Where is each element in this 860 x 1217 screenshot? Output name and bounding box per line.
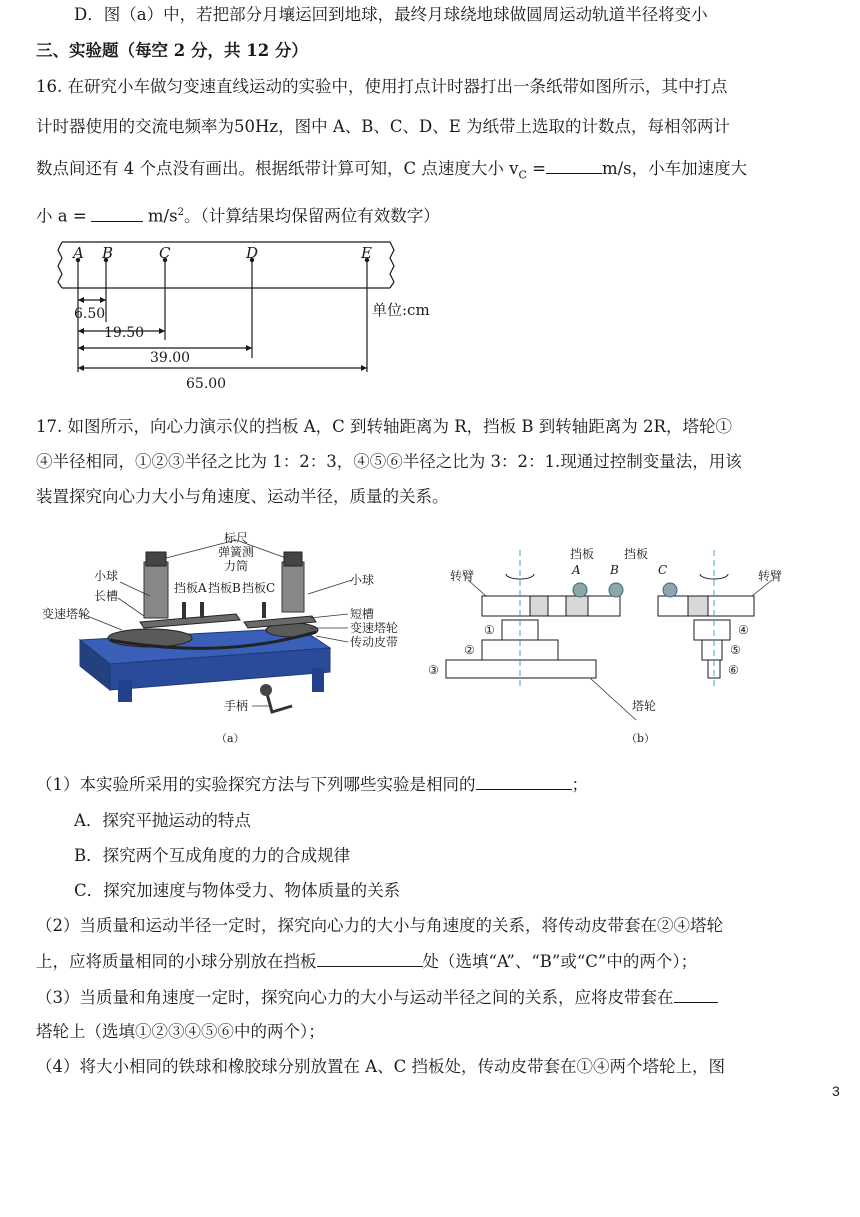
q16-line4-tail: 。（计算结果均保留两位有效数字） — [183, 206, 440, 226]
label-baffle-a: 挡板A — [174, 581, 207, 595]
label-right-arm: 转臂 — [758, 569, 783, 583]
dist-ac: 19.50 — [104, 325, 145, 341]
right-cap — [284, 552, 302, 566]
label-tower: 塔轮 — [632, 699, 657, 713]
part4-line1: （4）将大小相同的铁球和橡胶球分别放置在 A、C 挡板处，传动皮带套在①④两个塔轮上，图 — [36, 1057, 726, 1076]
caption-b: （b） — [626, 732, 656, 745]
label-spring-2: 力筒 — [224, 559, 249, 573]
crank-hub — [260, 684, 272, 696]
label-baffle-2: 挡板 — [624, 547, 649, 561]
label-ball-left: 小球 — [94, 569, 119, 583]
part3-line2: 塔轮上（选填①②③④⑤⑥中的两个）； — [36, 1022, 325, 1041]
tape-label-b: B — [102, 244, 114, 262]
tape-label-d: D — [246, 244, 259, 262]
q16-line4 — [36, 202, 440, 228]
label-short-slot: 短槽 — [350, 607, 375, 621]
caption-a: （a） — [216, 732, 245, 745]
label-belt: 传动皮带 — [350, 635, 399, 649]
part1-line — [36, 773, 588, 796]
q16-line2: 计时器使用的交流电频率为50Hz，图中 A、B、C、D、E 为纸带上选取的计数点，每相邻两计 — [36, 117, 731, 136]
option-c: C．探究加速度与物体受力、物体质量的关系 — [74, 881, 401, 900]
label-b: B — [610, 563, 619, 577]
label-ruler: 标尺 — [224, 531, 249, 545]
wheel-5 — [702, 640, 722, 660]
label-left-arm: 转臂 — [450, 569, 475, 583]
baffle-c-post — [262, 602, 266, 618]
answer-blank-a[interactable] — [91, 205, 143, 222]
apparatus-figure-a — [40, 530, 410, 748]
answer-blank-2[interactable] — [317, 950, 423, 967]
answer-blank-1[interactable] — [476, 773, 572, 790]
section-heading: 三、实验题（每空 2 分，共 12 分） — [36, 41, 308, 60]
label-wheel-1: ① — [484, 623, 495, 637]
q17-line2: ④半径相同，①②③半径之比为 1：2：3，④⑤⑥半径之比为 3：2：1.现通过控制变量法，用该 — [36, 452, 742, 471]
part2-tail: 处（选填“A”、“B”或“C”中的两个）； — [422, 952, 698, 971]
part3-text: （3）当质量和角速度一定时，探究向心力的大小与运动半径之间的关系，应将皮带套在 — [36, 988, 674, 1007]
label-baffle-1: 挡板 — [570, 547, 595, 561]
label-wheel-5: ⑤ — [730, 643, 741, 657]
table-leg-left — [118, 680, 132, 702]
part3-line1 — [36, 986, 718, 1009]
wheel-4 — [694, 620, 730, 640]
label-wheel-4: ④ — [738, 623, 749, 637]
page-number: 3 — [832, 1083, 840, 1099]
dist-ae: 65.00 — [186, 376, 227, 392]
tape-unit: 单位:cm — [372, 301, 430, 319]
dist-ab: 6.50 — [74, 306, 106, 322]
label-spring-1: 弹簧测 — [218, 545, 255, 559]
dist-ad: 39.00 — [150, 350, 191, 366]
answer-blank-vc[interactable] — [546, 157, 602, 174]
part1-text: （1）本实验所采用的实验探究方法与下列哪些实验是相同的 — [36, 775, 476, 794]
option-b: B．探究两个互成角度的力的合成规律 — [74, 846, 351, 865]
label-c: C — [658, 563, 668, 577]
q16-line3 — [36, 157, 747, 186]
label-baffle-b: 挡板B — [208, 581, 241, 595]
left-cap — [146, 552, 166, 566]
label-a: A — [572, 563, 581, 577]
option-a: A．探究平抛运动的特点 — [74, 811, 251, 830]
wheel-3 — [446, 660, 596, 678]
left-tower — [144, 562, 168, 618]
left-arm — [482, 596, 620, 616]
table-leg-right — [312, 668, 324, 692]
part2-line1: （2）当质量和运动半径一定时，探究向心力的大小与角速度的关系，将传动皮带套在②④塔轮 — [36, 916, 723, 935]
tape-right-edge — [390, 242, 394, 288]
baffle-b-post — [200, 602, 204, 618]
answer-blank-3[interactable] — [674, 986, 718, 1003]
label-tower-right: 变速塔轮 — [350, 621, 399, 635]
baffle-a-post — [182, 602, 186, 618]
label-wheel-3: ③ — [428, 663, 439, 677]
label-baffle-c: 挡板C — [242, 581, 276, 595]
tape-label-c: C — [159, 244, 171, 262]
label-tower-left: 变速塔轮 — [42, 607, 91, 621]
part2-line2 — [36, 950, 697, 973]
part2-text: 上，应将质量相同的小球分别放在挡板 — [36, 952, 317, 971]
part1-end: ； — [571, 775, 588, 794]
q16-line3-tail: m/s，小车加速度大 — [601, 159, 748, 178]
label-ball-right: 小球 — [350, 573, 375, 587]
right-tower — [282, 562, 304, 612]
tape-label-a: A — [73, 244, 84, 262]
tape-left-edge — [58, 242, 62, 288]
q16-line4-text: 小 a = — [36, 206, 87, 226]
label-long-slot: 长槽 — [94, 589, 119, 603]
vc-subscript: C — [518, 168, 527, 182]
ball-c — [663, 583, 677, 597]
option-d-text: D．图（a）中，若把部分月壤运回到地球，最终月球绕地球做圆周运动轨道半径将变小 — [74, 5, 708, 24]
label-wheel-6: ⑥ — [728, 663, 739, 677]
ball-a — [573, 583, 587, 597]
ball-b — [609, 583, 623, 597]
schematic-figure-b — [420, 530, 800, 748]
label-wheel-2: ② — [464, 643, 475, 657]
unit-superscript: 2 — [177, 207, 184, 218]
paper-tape-figure — [50, 238, 430, 398]
q17-line1: 17. 如图所示，向心力演示仪的挡板 A，C 到转轴距离为 R，挡板 B 到转轴距离为 2R，塔轮① — [36, 417, 732, 436]
q16-equals: = — [526, 159, 546, 178]
tape-label-e: E — [361, 244, 372, 262]
q16-line1: 16. 在研究小车做匀变速直线运动的实验中，使用打点计时器打出一条纸带如图所示，其中打点 — [36, 77, 728, 96]
q16-line3-text: 数点间还有 4 个点没有画出。根据纸带计算可知，C 点速度大小 v — [36, 159, 519, 178]
q16-unit: m/s — [142, 206, 178, 226]
q17-line3: 装置探究向心力大小与角速度、运动半径，质量的关系。 — [36, 487, 449, 506]
label-handle: 手柄 — [224, 699, 249, 713]
